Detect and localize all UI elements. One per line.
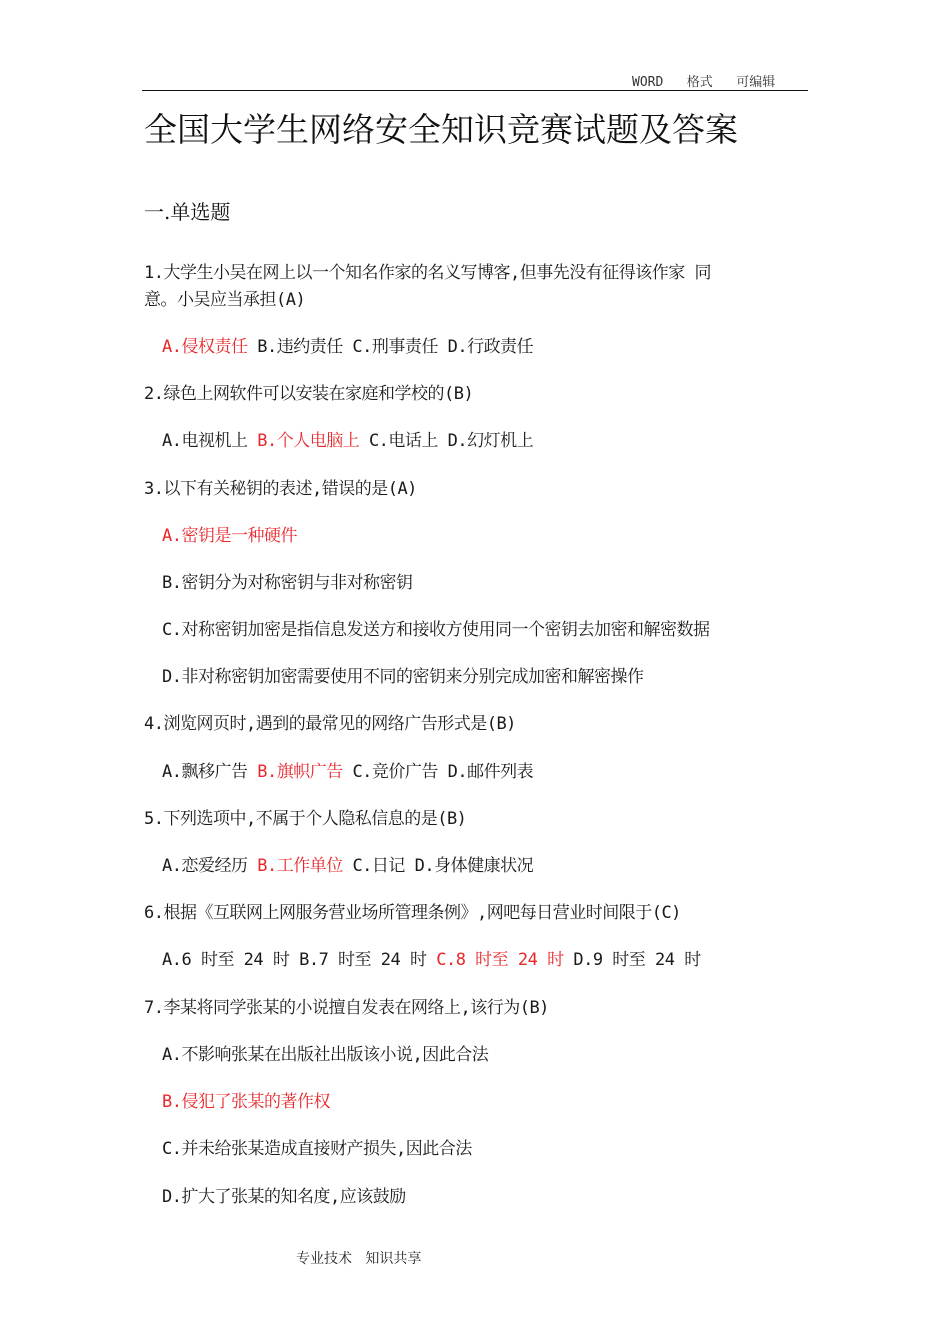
- question-6-options: [162, 945, 701, 970]
- option-a: A.恋爱经历: [162, 856, 258, 876]
- question-3: 3.以下有关秘钥的表述,错误的是(A): [144, 479, 417, 499]
- other-options: C.日记 D.身体健康状况: [342, 856, 534, 876]
- option-d: D.非对称密钥加密需要使用不同的密钥来分别完成加密和解密操作: [162, 667, 644, 687]
- option-d: D.扩大了张某的知名度,应该鼓励: [162, 1187, 406, 1207]
- page-title: 全国大学生网络安全知识竞赛试题及答案: [144, 110, 738, 149]
- other-options: D.9 时至 24 时: [563, 950, 701, 970]
- answer-option: B.旗帜广告: [257, 762, 343, 782]
- question-7: 7.李某将同学张某的小说擅自发表在网络上,该行为(B): [144, 998, 549, 1018]
- question-4-options: [162, 757, 533, 782]
- question-4: 4.浏览网页时,遇到的最常见的网络广告形式是(B): [144, 714, 516, 734]
- answer-option: B.工作单位: [257, 856, 343, 876]
- option-a: A.不影响张某在出版社出版该小说,因此合法: [162, 1045, 489, 1065]
- option-c: C.并未给张某造成直接财产损失,因此合法: [162, 1139, 472, 1159]
- option-c: C.对称密钥加密是指信息发送方和接收方使用同一个密钥去加密和解密数据: [162, 620, 710, 640]
- answer-option: A.侵权责任: [162, 337, 248, 357]
- option-a: A.电视机上: [162, 431, 258, 451]
- question-1-line-2: 意。小吴应当承担(A): [144, 290, 306, 310]
- option-a: A.飘移广告: [162, 762, 258, 782]
- header-text: WORD 格式 可编辑: [632, 75, 776, 90]
- options-a-b: A.6 时至 24 时 B.7 时至 24 时: [162, 950, 437, 970]
- question-1-line-1: 1.大学生小吴在网上以一个知名作家的名义写博客,但事先没有征得该作家 同: [144, 263, 711, 283]
- option-b: B.密钥分为对称密钥与非对称密钥: [162, 573, 413, 593]
- other-options: B.违约责任 C.刑事责任 D.行政责任: [247, 337, 534, 357]
- question-6: 6.根据《互联网上网服务营业场所管理条例》,网吧每日营业时间限于(C): [144, 903, 681, 923]
- section-heading: 一.单选题: [144, 200, 231, 224]
- page-footer: 专业技术 知识共享: [296, 1251, 422, 1267]
- page-header: [142, 70, 808, 91]
- question-5-options: [162, 851, 533, 876]
- other-options: C.竞价广告 D.邮件列表: [342, 762, 534, 782]
- answer-option: A.密钥是一种硬件: [162, 526, 297, 546]
- question-1-options: [162, 332, 533, 357]
- question-2: 2.绿色上网软件可以安装在家庭和学校的(B): [144, 384, 474, 404]
- answer-option: B.侵犯了张某的著作权: [162, 1092, 330, 1112]
- question-2-options: [162, 426, 533, 451]
- answer-option: B.个人电脑上: [257, 431, 360, 451]
- question-5: 5.下列选项中,不属于个人隐私信息的是(B): [144, 809, 467, 829]
- answer-option: C.8 时至 24 时: [436, 950, 564, 970]
- other-options: C.电话上 D.幻灯机上: [359, 431, 534, 451]
